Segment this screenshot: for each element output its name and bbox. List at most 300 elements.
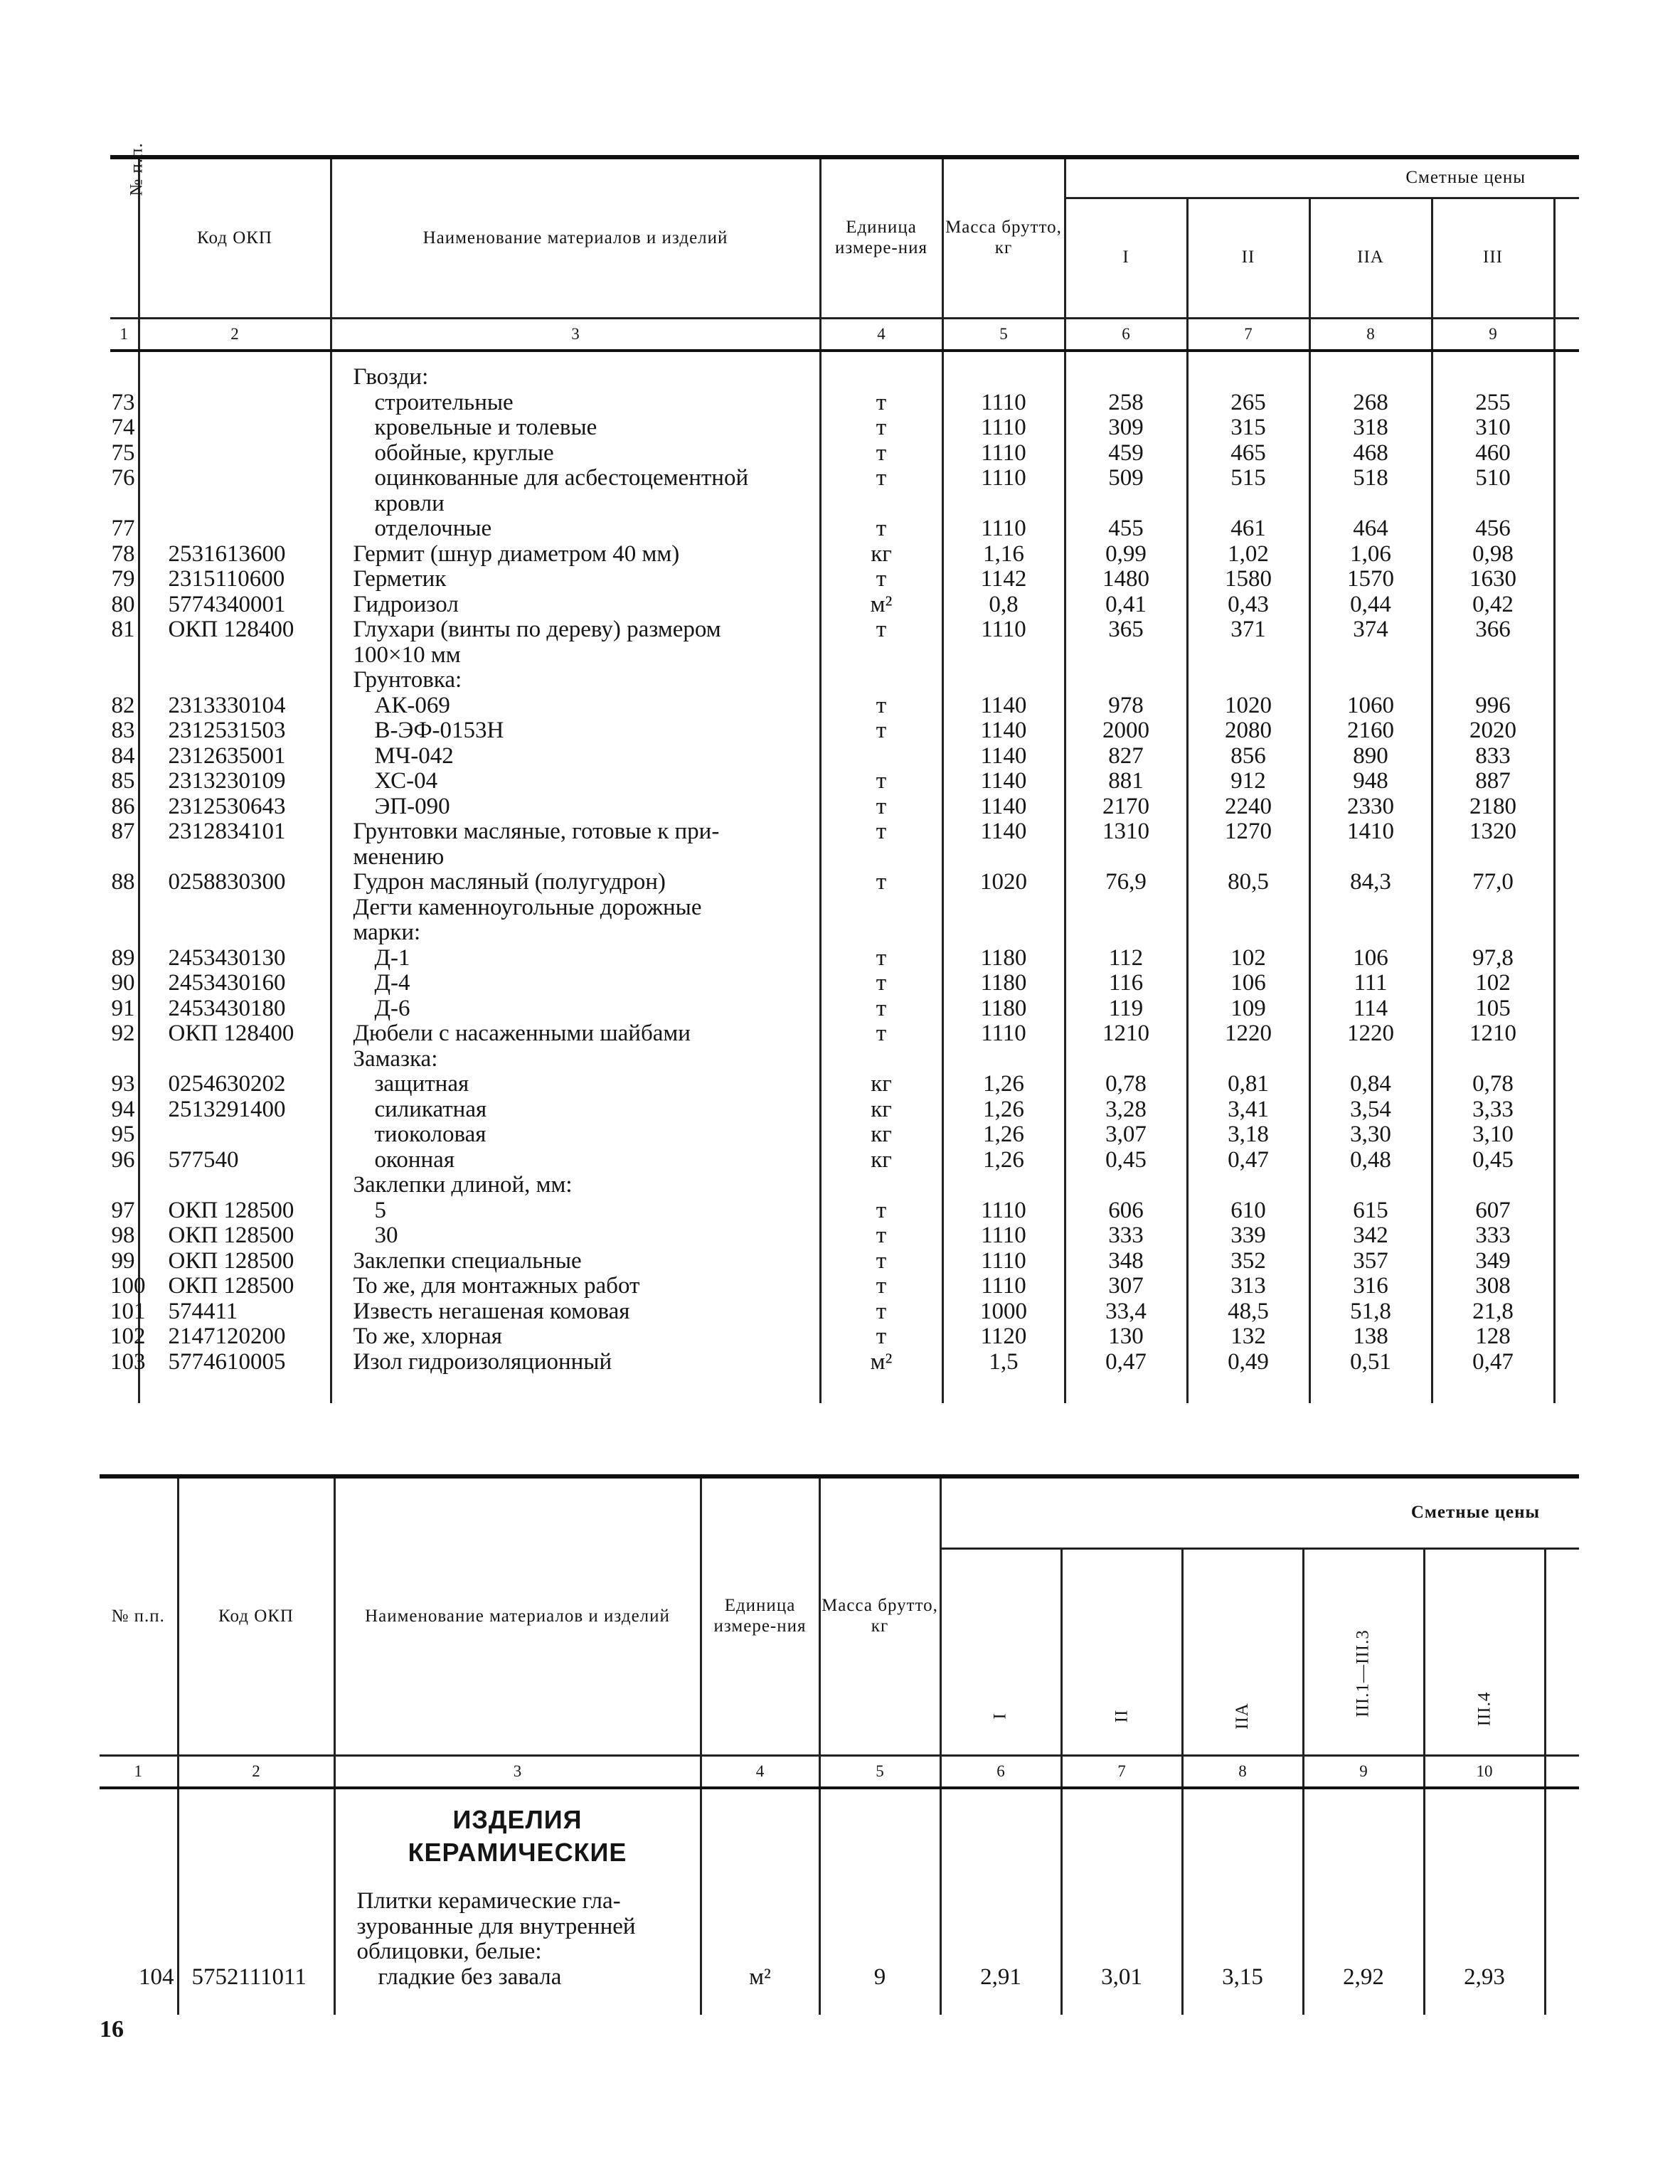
row-name: кровельные и толевые — [331, 415, 820, 441]
row-no: 90 — [110, 971, 139, 996]
row-mass: 1,26 — [942, 1148, 1065, 1173]
row-p2: 352 — [1187, 1249, 1309, 1274]
table-row — [110, 870, 1579, 895]
row-p1: 309 — [1065, 415, 1187, 441]
row-no: 91 — [110, 996, 139, 1022]
t2-header-zone-5: III.4 — [1424, 1548, 1545, 1755]
row-code: 5774610005 — [139, 1350, 331, 1375]
row-p2: 1580 — [1187, 567, 1309, 592]
t2-header-no: № п.п. — [100, 1476, 178, 1756]
colnum-3: 3 — [331, 319, 820, 351]
row-no: 92 — [110, 1021, 139, 1047]
row-no: 103 — [110, 1348, 146, 1375]
row-mass: 1142 — [942, 567, 1065, 592]
row-p4: 1210 — [1432, 1021, 1554, 1047]
row-no: 77 — [110, 516, 139, 542]
row-no: 83 — [110, 718, 139, 744]
row-unit: кг — [820, 1097, 942, 1123]
row-p4: 349 — [1432, 1249, 1554, 1274]
row-code — [139, 516, 331, 542]
row-name: Глухари (винты по дереву) размером — [331, 617, 820, 643]
table-row — [110, 1122, 1579, 1148]
row-name: марки: — [331, 920, 820, 946]
row-mass: 1140 — [942, 744, 1065, 769]
row-p4: 607 — [1432, 1198, 1554, 1224]
row-code: 577540 — [139, 1148, 331, 1173]
row-p3: 138 — [1309, 1324, 1432, 1350]
row-unit — [820, 920, 942, 946]
table-row — [110, 542, 1579, 568]
row-p2: 315 — [1187, 415, 1309, 441]
t2-colnum-8: 8 — [1182, 1756, 1303, 1789]
row-unit: т — [820, 769, 942, 794]
t2-header-zone-3: IIА — [1182, 1548, 1303, 1755]
row-p2: 856 — [1187, 744, 1309, 769]
table-row — [110, 390, 1579, 416]
row-code — [139, 1122, 331, 1148]
table-row — [100, 1965, 1579, 2015]
table-row — [110, 996, 1579, 1022]
colnum-5: 5 — [942, 319, 1065, 351]
table-row — [110, 1072, 1579, 1097]
row-price-3: 3,15 — [1182, 1965, 1303, 2015]
row-code: 2312635001 — [139, 744, 331, 769]
row-p4: 308 — [1432, 1274, 1554, 1299]
row-p4: 0,78 — [1432, 1072, 1554, 1097]
row-p1: 455 — [1065, 516, 1187, 542]
row-mass: 1110 — [942, 1249, 1065, 1274]
row-p2: 3,41 — [1187, 1097, 1309, 1123]
row-p3: 3,54 — [1309, 1097, 1432, 1123]
row-p3 — [1309, 920, 1432, 946]
row-code: 2313330104 — [139, 693, 331, 719]
header-mass: Масса брутто, кг — [942, 157, 1065, 319]
row-p1: 827 — [1065, 744, 1187, 769]
row-mass: 1140 — [942, 794, 1065, 820]
t2-header-zone-4: III.1—III.3 — [1303, 1548, 1424, 1755]
row-name: кровли — [331, 491, 820, 517]
row-code — [139, 491, 331, 517]
row-no: 95 — [110, 1122, 139, 1148]
row-unit: т — [820, 996, 942, 1022]
row-mass: 1110 — [942, 516, 1065, 542]
t2-header-code: Код ОКП — [178, 1476, 334, 1756]
colnum-1: 1 — [110, 319, 139, 351]
t2-header-zone-1: I — [940, 1548, 1061, 1755]
row-name: Замазка: — [331, 1047, 820, 1072]
colnum-7: 7 — [1187, 319, 1309, 351]
row-no: 104 — [100, 1965, 178, 2015]
row-unit: т — [820, 946, 942, 971]
row-name: То же, хлорная — [331, 1324, 820, 1350]
row-p3: 111 — [1309, 971, 1432, 996]
row-mass: 1,26 — [942, 1097, 1065, 1123]
row-no: 78 — [110, 542, 139, 568]
row-no — [110, 643, 139, 668]
row-p3 — [1309, 643, 1432, 668]
row-p1 — [1065, 643, 1187, 668]
row-p2: 48,5 — [1187, 1299, 1309, 1325]
row-p4 — [1432, 491, 1554, 517]
t2-colnum-7: 7 — [1061, 1756, 1182, 1789]
row-no: 79 — [110, 567, 139, 592]
row-p2: 265 — [1187, 390, 1309, 416]
row-name: 5 — [331, 1198, 820, 1224]
row-p1: 258 — [1065, 390, 1187, 416]
row-code — [139, 895, 331, 921]
table-row — [110, 466, 1579, 491]
group-text-line-2: зурованные для внутренней — [356, 1913, 636, 1939]
row-no: 93 — [110, 1072, 139, 1097]
row-name: Грунтовки масляные, готовые к при- — [331, 819, 820, 845]
row-code: 574411 — [139, 1299, 331, 1325]
row-mass — [942, 668, 1065, 693]
row-p2: 2240 — [1187, 794, 1309, 820]
row-name: ЭП-090 — [331, 794, 820, 820]
row-mass: 1110 — [942, 1274, 1065, 1299]
row-p2 — [1187, 1173, 1309, 1198]
row-unit: т — [820, 1324, 942, 1350]
row-mass: 1,26 — [942, 1122, 1065, 1148]
table-row — [110, 1021, 1579, 1047]
row-p4: 0,42 — [1432, 592, 1554, 618]
row-no: 87 — [110, 819, 139, 845]
row-name: Известь негашеная комовая — [331, 1299, 820, 1325]
row-mass: 1110 — [942, 415, 1065, 441]
row-mass — [942, 845, 1065, 870]
row-p3: 3,30 — [1309, 1122, 1432, 1148]
row-p1 — [1065, 1047, 1187, 1072]
row-name: То же, для монтажных работ — [331, 1274, 820, 1299]
table-row — [110, 351, 1579, 390]
row-name: менению — [331, 845, 820, 870]
colnum-4: 4 — [820, 319, 942, 351]
row-p4: 333 — [1432, 1223, 1554, 1249]
row-unit — [820, 351, 942, 390]
row-no — [110, 351, 139, 390]
row-p1 — [1065, 895, 1187, 921]
row-no: 82 — [110, 693, 139, 719]
row-p2 — [1187, 895, 1309, 921]
group-text-line-1: Плитки керамические гла- — [356, 1888, 621, 1914]
row-p3: 1410 — [1309, 819, 1432, 845]
table-row — [110, 516, 1579, 542]
row-p2 — [1187, 491, 1309, 517]
row-p2: 109 — [1187, 996, 1309, 1022]
row-no — [110, 668, 139, 693]
row-code — [139, 415, 331, 441]
row-p3: 1,06 — [1309, 542, 1432, 568]
table-row — [110, 794, 1579, 820]
table-row — [110, 769, 1579, 794]
row-p3 — [1309, 845, 1432, 870]
row-mass — [942, 491, 1065, 517]
row-no: 99 — [110, 1249, 139, 1274]
t2-header-prices: Сметные цены — [940, 1476, 1579, 1548]
row-no: 73 — [110, 390, 139, 416]
row-mass: 1110 — [942, 1198, 1065, 1224]
table-row — [110, 895, 1579, 921]
row-p2: 912 — [1187, 769, 1309, 794]
row-mass: 1140 — [942, 819, 1065, 845]
row-name: Гвозди: — [331, 351, 820, 390]
table-row — [110, 491, 1579, 517]
row-unit — [820, 744, 942, 769]
row-no — [110, 895, 139, 921]
row-price-4: 2,92 — [1303, 1965, 1424, 2015]
row-mass: 1140 — [942, 769, 1065, 794]
table-row — [110, 1324, 1579, 1350]
row-mass: 1110 — [942, 441, 1065, 467]
row-p3: 1060 — [1309, 693, 1432, 719]
row-p3: 106 — [1309, 946, 1432, 971]
row-name: Герметик — [331, 567, 820, 592]
table-row — [110, 643, 1579, 668]
row-mass — [942, 920, 1065, 946]
row-p1: 978 — [1065, 693, 1187, 719]
row-p1: 881 — [1065, 769, 1187, 794]
row-name: Д-1 — [331, 946, 820, 971]
row-code — [139, 668, 331, 693]
header-zone-2: II — [1187, 198, 1309, 318]
row-unit: т — [820, 693, 942, 719]
row-code: ОКП 128500 — [139, 1198, 331, 1224]
table-row — [110, 1249, 1579, 1274]
row-p3: 51,8 — [1309, 1299, 1432, 1325]
row-p1 — [1065, 920, 1187, 946]
row-unit — [820, 845, 942, 870]
section-title-line-2: КЕРАМИЧЕСКИЕ — [408, 1838, 627, 1867]
row-p2: 1270 — [1187, 819, 1309, 845]
row-mass — [942, 1173, 1065, 1198]
row-p4: 0,45 — [1432, 1148, 1554, 1173]
row-name: гладкие без завала — [334, 1965, 701, 2015]
row-name: Д-4 — [331, 971, 820, 996]
materials-price-table-1 — [110, 142, 1579, 1403]
row-code: 2147120200 — [139, 1324, 331, 1350]
row-no: 80 — [110, 592, 139, 618]
row-p3: 84,3 — [1309, 870, 1432, 895]
table-row — [110, 744, 1579, 769]
row-code: 0254630202 — [139, 1072, 331, 1097]
row-code — [139, 845, 331, 870]
row-mass: 1000 — [942, 1299, 1065, 1325]
row-no: 76 — [110, 466, 139, 491]
row-p2: 610 — [1187, 1198, 1309, 1224]
row-code: 2312530643 — [139, 794, 331, 820]
table-row — [110, 592, 1579, 618]
row-p1 — [1065, 845, 1187, 870]
row-code: 2453430180 — [139, 996, 331, 1022]
section-title-row — [100, 1788, 1579, 1869]
row-p3 — [1309, 491, 1432, 517]
row-p4: 2180 — [1432, 794, 1554, 820]
row-unit: т — [820, 567, 942, 592]
table-row — [110, 668, 1579, 693]
row-code: 2315110600 — [139, 567, 331, 592]
row-p1: 33,4 — [1065, 1299, 1187, 1325]
table-row — [110, 1223, 1579, 1249]
t2-colnum-6: 6 — [940, 1756, 1061, 1789]
row-p1: 2170 — [1065, 794, 1187, 820]
row-name: тиоколовая — [331, 1122, 820, 1148]
row-p2: 0,49 — [1187, 1350, 1309, 1375]
row-unit: м² — [820, 592, 942, 618]
colnum-6: 6 — [1065, 319, 1187, 351]
row-p1 — [1065, 668, 1187, 693]
row-mass — [942, 1047, 1065, 1072]
row-p4: 833 — [1432, 744, 1554, 769]
group-text-line-3: облицовки, белые: — [356, 1939, 542, 1964]
row-p1 — [1065, 351, 1187, 390]
row-code: 2313230109 — [139, 769, 331, 794]
header-zone-4: III — [1432, 198, 1554, 318]
row-name: оцинкованные для асбестоцементной — [331, 466, 820, 491]
row-p3: 948 — [1309, 769, 1432, 794]
table-row — [110, 1173, 1579, 1198]
row-p3: 357 — [1309, 1249, 1432, 1274]
row-no: 89 — [110, 946, 139, 971]
row-price-2: 3,01 — [1061, 1965, 1182, 2015]
row-name: Дегти каменноугольные дорожные — [331, 895, 820, 921]
row-p1: 0,45 — [1065, 1148, 1187, 1173]
row-mass: 1110 — [942, 466, 1065, 491]
row-unit: т — [820, 390, 942, 416]
row-name: силикатная — [331, 1097, 820, 1123]
row-p1: 119 — [1065, 996, 1187, 1022]
row-name: АК-069 — [331, 693, 820, 719]
row-p3: 0,44 — [1309, 592, 1432, 618]
row-p3: 0,84 — [1309, 1072, 1432, 1097]
row-name: Заклепки специальные — [331, 1249, 820, 1274]
row-unit — [820, 895, 942, 921]
group-text-row — [100, 1869, 1579, 1965]
row-unit — [820, 491, 942, 517]
row-name: защитная — [331, 1072, 820, 1097]
row-name: МЧ-042 — [331, 744, 820, 769]
row-p4: 460 — [1432, 441, 1554, 467]
row-p4 — [1432, 1173, 1554, 1198]
row-mass: 1180 — [942, 946, 1065, 971]
row-p4 — [1432, 668, 1554, 693]
row-unit: т — [820, 466, 942, 491]
materials-price-table-2 — [100, 1474, 1579, 2015]
row-p4: 3,10 — [1432, 1122, 1554, 1148]
table1-body — [110, 351, 1579, 1403]
table-row — [110, 1299, 1579, 1325]
row-mass: 1180 — [942, 971, 1065, 996]
row-p4 — [1432, 895, 1554, 921]
row-no — [110, 1047, 139, 1072]
row-mass — [942, 351, 1065, 390]
header-code: Код ОКП — [139, 157, 331, 319]
row-p4: 0,98 — [1432, 542, 1554, 568]
row-name: Гидроизол — [331, 592, 820, 618]
row-p3: 518 — [1309, 466, 1432, 491]
row-unit: кг — [820, 1148, 942, 1173]
row-code — [139, 1173, 331, 1198]
row-p2: 0,47 — [1187, 1148, 1309, 1173]
row-p3 — [1309, 668, 1432, 693]
header-zone-1: I — [1065, 198, 1187, 318]
row-p4 — [1432, 845, 1554, 870]
row-code: 2453430130 — [139, 946, 331, 971]
row-unit: т — [820, 1223, 942, 1249]
row-mass — [942, 895, 1065, 921]
row-unit: т — [820, 794, 942, 820]
row-p4 — [1432, 351, 1554, 390]
row-name: 100×10 мм — [331, 643, 820, 668]
t2-colnum-5: 5 — [819, 1756, 940, 1789]
header-zone-3: IIА — [1309, 198, 1432, 318]
table-row — [110, 1148, 1579, 1173]
row-code: 5752111011 — [178, 1965, 334, 2015]
row-p2: 339 — [1187, 1223, 1309, 1249]
row-no — [110, 845, 139, 870]
row-p3: 316 — [1309, 1274, 1432, 1299]
header-unit: Единица измере-ния — [820, 157, 942, 319]
row-mass: 1140 — [942, 718, 1065, 744]
row-code: ОКП 128400 — [139, 617, 331, 643]
row-p3: 890 — [1309, 744, 1432, 769]
row-p3: 374 — [1309, 617, 1432, 643]
row-name: обойные, круглые — [331, 441, 820, 467]
row-p2: 1020 — [1187, 693, 1309, 719]
row-mass: 1180 — [942, 996, 1065, 1022]
row-p3 — [1309, 1047, 1432, 1072]
row-mass: 1120 — [942, 1324, 1065, 1350]
row-mass — [942, 643, 1065, 668]
table-row — [110, 845, 1579, 870]
row-p3: 342 — [1309, 1223, 1432, 1249]
t2-colnum-2: 2 — [178, 1756, 334, 1789]
row-price-1: 2,91 — [940, 1965, 1061, 2015]
table-row — [110, 1350, 1579, 1375]
row-no — [110, 1173, 139, 1198]
row-no: 96 — [110, 1148, 139, 1173]
row-p2: 3,18 — [1187, 1122, 1309, 1148]
row-mass: 1140 — [942, 693, 1065, 719]
table-row — [110, 617, 1579, 643]
row-p3: 464 — [1309, 516, 1432, 542]
row-code: ОКП 128400 — [139, 1021, 331, 1047]
row-p3: 1570 — [1309, 567, 1432, 592]
row-p1: 116 — [1065, 971, 1187, 996]
row-unit — [820, 643, 942, 668]
row-unit: т — [820, 1299, 942, 1325]
row-p2 — [1187, 351, 1309, 390]
row-p1: 1480 — [1065, 567, 1187, 592]
row-code: 2531613600 — [139, 542, 331, 568]
row-unit: т — [820, 1198, 942, 1224]
row-code — [139, 920, 331, 946]
row-p2 — [1187, 845, 1309, 870]
row-unit: м² — [820, 1350, 942, 1375]
row-p4: 97,8 — [1432, 946, 1554, 971]
row-p4 — [1432, 920, 1554, 946]
row-mass: 1,16 — [942, 542, 1065, 568]
row-no — [110, 920, 139, 946]
row-p2: 313 — [1187, 1274, 1309, 1299]
row-name: Гермит (шнур диаметром 40 мм) — [331, 542, 820, 568]
row-p4: 310 — [1432, 415, 1554, 441]
row-p1: 1310 — [1065, 819, 1187, 845]
table-row — [110, 946, 1579, 971]
row-p2 — [1187, 1047, 1309, 1072]
row-p2: 106 — [1187, 971, 1309, 996]
row-p1: 0,47 — [1065, 1350, 1187, 1375]
t2-colnum-4: 4 — [701, 1756, 819, 1789]
